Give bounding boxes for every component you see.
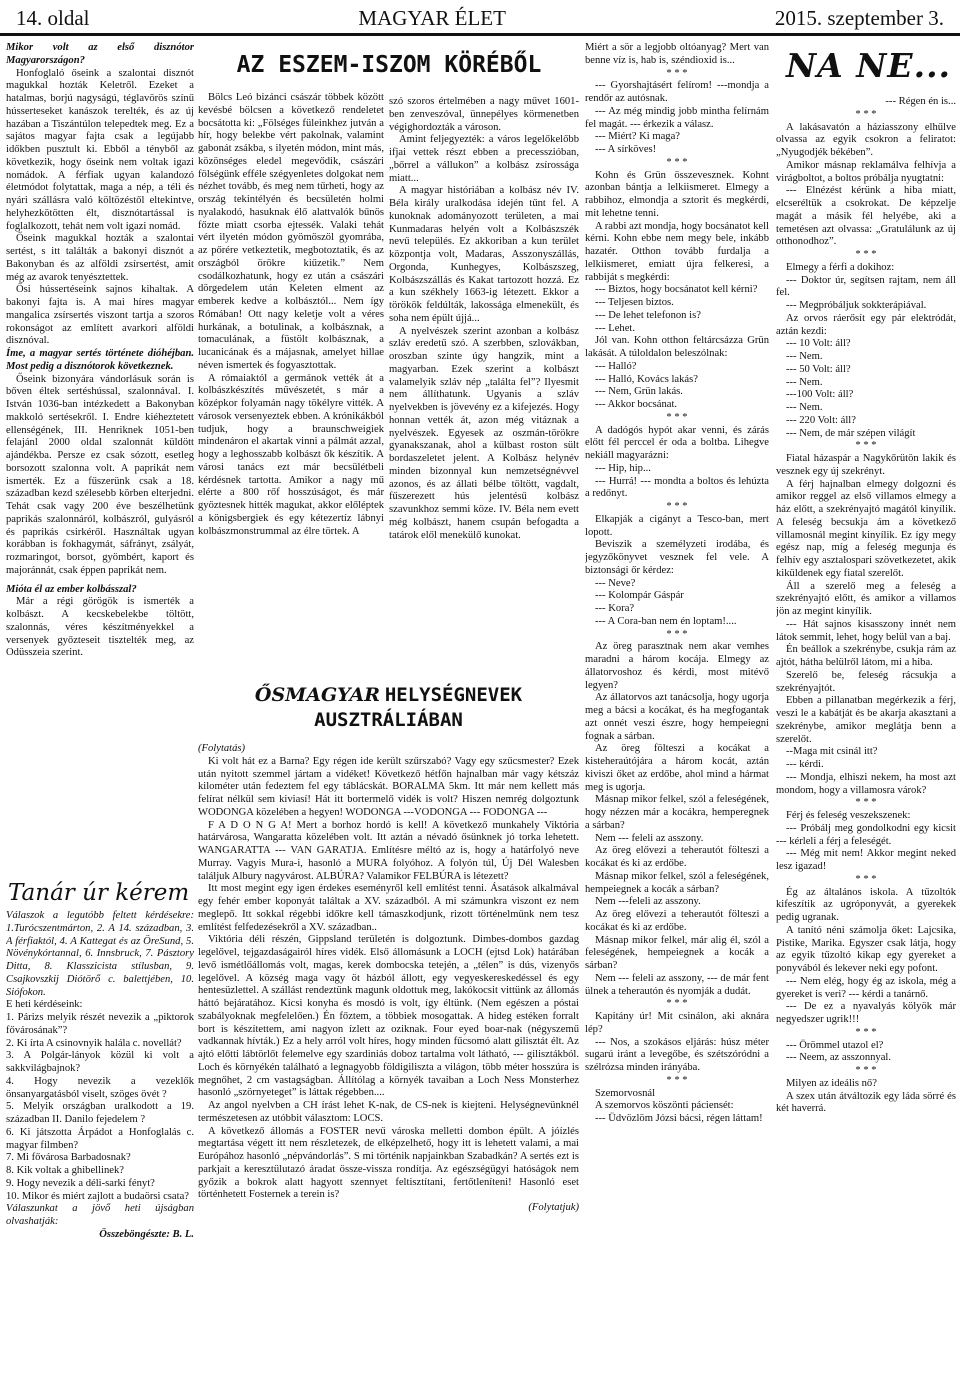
nane-title: NA NE...	[786, 46, 952, 85]
joke-line: Az állatorvos azt tanácsolja, hogy ugorja meg a bácsi a kocákat, és ha megfogantak azt onnét veszi észre, hogy hempeiegni fognak a sárban.	[585, 692, 769, 742]
joke-line: Elmegy a férfi a dokihoz:	[786, 261, 895, 273]
joke-line: --- Teljesen biztos.	[595, 297, 674, 308]
joke-line: --- Doktor úr, segítsen rajtam, nem áll fel.	[776, 274, 956, 299]
joke-line: A szex után átváltozik egy láda sörré és két haverrá.	[776, 1090, 956, 1115]
joke-line: --- Még mit nem! Akkor megint neked lesz igazad!	[776, 848, 956, 872]
quiz-question-8: 8. Kik voltak a ghibellinek?	[6, 1165, 124, 1176]
joke-line: --- Akkor bocsánat.	[595, 399, 678, 410]
joke-line: --- Régen én is...	[885, 96, 956, 107]
quiz-question-7: 7. Mi fővárosa Barbadosnak?	[6, 1152, 131, 1164]
paragraph: Az angol nyelvben a CH írást lehet K-nak, de CS-nek is kiejteni. Helységnevünknél természetesen az utóbbit választom: LOCS.	[198, 1100, 579, 1124]
joke-line: --- Nos, a szokásos eljárás: húsz méter sugarú iránt a levegőbe, és szétszóródni a szélrózsa minden irányába.	[585, 1036, 769, 1073]
paragraph: Honfoglaló őseink a szalontai disznót magukkal hozták Keletről. Ezeket a hatalmas, borjú nagyságú, téglavörös színű hússerteseket kanászok terelték, és az új hazában a Tiszántúlon telepedtek meg. Ez a sajátos magyar fajta csak a legújabb időkben pusztult ki. Ebből a tényből az következik, hogy őseink nem voltak igazi nomádok. A férfiak ugyan kalandozó életmódot folytattak, maga a nép, a téli és nyári szállásra való költözéstől eltekintve, helyhezkötötten élt, disznótartással is foglalkozott, tehát nem volt igazi nomád.	[6, 67, 194, 232]
joke-line: Az öreg parasztnak nem akar vemhes maradni a három kocája. Elmegy az állatorvoshoz és kérdi, most mitévő legyen?	[585, 641, 769, 691]
article-eszem-iszom-right	[389, 96, 579, 670]
joke-line: --- Örömmel utazol el?	[786, 1039, 884, 1051]
joke-line: --- Lehet.	[595, 322, 635, 334]
joke-line: Másnap mikor felkel, szól a feleségének, hogy nézzen már a kocákra, hemperegnek a sárban?	[585, 794, 769, 831]
quiz-question-5: 5. Melyik országban uralkodott a 19. században II. Danilo fejedelem ?	[6, 1101, 194, 1125]
joke-line: Férj és feleség veszekszenek:	[786, 810, 911, 821]
joke-line: --- Nem, de már szépen világít	[786, 427, 916, 439]
joke-line: Nem ---feleli az asszony.	[595, 896, 701, 908]
joke-line: Áll a szerelő meg a feleség a szekrényajtó előtt, és amikor a villamos jön az megint kinyílik.	[776, 580, 956, 617]
separator: * * *	[666, 1074, 688, 1086]
joke-line: --- Próbálj meg gondolkodni egy kicsit --- kérleli a férj a feleségét.	[776, 822, 956, 847]
joke-line: --- Az még mindig jobb mintha felírnám fel magát. --- érkezik a válasz.	[585, 105, 769, 130]
quiz-question-2: 2. Ki írta A csinovnyik halála c. novellát?	[6, 1037, 182, 1049]
joke-line: Jól van. Kohn otthon feltárcsázza Grün lakását. A túloldalon beleszólnak:	[585, 335, 769, 359]
joke-line: --- Gyorshajtásért felírom! ---mondja a rendőr az autósnak.	[585, 80, 769, 104]
separator: * * *	[855, 1065, 877, 1076]
joke-line: --- Neve?	[595, 577, 636, 589]
joke-line: Nem --- feleli az asszony.	[595, 832, 704, 844]
paragraph: Bölcs Leó bizánci császár többek között kevésbé bölcsen a következő rendeletet bocsátotta ki: „Fölséges füleinkhez jutván a hír, hogy belekbe vért pakolnak, valamint gabonát zsákba, s ilyetén módon, mint más, közönséges eledel megevődik, császári fölségünk efféle szégyenletes dolgokat nem nézhet tovább, és meg nem tűrheti, hogy az ország tekintélyén és becsületén holmi nyalakodó, hasuknak élő alattvalók bűnös főzte miatt csorba ejtessék. Valaki tehát vért ilyetén módon gyömöszöl gyomrába, az pőrére vetkeztetik, megbotoztatik, és az országból örökre kiűzetik.” Nem csodálkozhatunk, hogy ez után a császári dörgedelem után Keleten elment az emberek kedve a kolbásztól... Nem így Rómában! Ott nagy keletje volt a véres hurkának, a botulinak, a kolbásznak, a tomaculának, a füstölt kolbásznak, a lucanicának és a májasnak, amelyet hillae néven ismertek és fogyasztottak.	[198, 92, 384, 371]
joke-line: Milyen az ideális nő?	[786, 1077, 877, 1089]
masthead	[16, 2, 944, 34]
separator: * * *	[666, 628, 688, 640]
separator: * * *	[666, 67, 688, 79]
joke-line: --- Biztos, hogy bocsánatot kell kérni?	[595, 284, 758, 296]
joke-line: --- Mondja, elhiszi nekem, ha most azt mondom, hogy a villamosra várok?	[776, 771, 956, 796]
paragraph: A nyelvészek szerint azonban a kolbász szláv eredetű szó. A szerbben, szlovákban, oroszban szinte úgy hangzik, mint a magyarban. Ezek szerint a kolbászt valamelyik szláv nép „találta fel”? Ilyesmit nem állíthatunk. Ugyanis a szláv nyelvekben is jövevény ez a kifejezés. Hogy honnan vették át, azon még vitáznak a nyelvészek. Egyesek az oszmán-törökre gyanakszanak, ahol a kűlbast roston sült bordaszeletet jelent. A Kolbász helynév minden bizonnyal kun nemzetségnévvel azonos, és az állati bélbe töltött, vagdalt, fűszerezett hús jelentésű kolbász szavunkhoz semmi köze. IV. Béla nem evett még kolbászt, hanem csupán befogadta a tatárok elől menekülő kunokat.	[389, 325, 579, 541]
quiz-signature: Összeböngészte: B. L.	[99, 1228, 194, 1240]
joke-line: --- Üdvözlöm Józsi bácsi, régen láttam!	[595, 1113, 763, 1124]
paragraph: A magyar históriában a kolbász név IV. Béla király uralkodása idején tűnt fel. A kunoknak adományozott területen, a mai Kunmadaras helyén volt a Kolbászszék nevű település. Ez akkoriban a kun terület központja volt, Madaras, Asszonyszállás, Orgonda, Kunhegyes, Kolbászszeg, Kolbászszállás és Kakat tartozott hozzá. Ez a kun székhely 1663-ig létezett. Ekkor a törökök feldúlták, lakossága elmenekült, és soha nem épült újjá...	[389, 185, 579, 324]
column-quiz	[6, 910, 194, 1366]
joke-line: --- Nem.	[786, 402, 823, 413]
joke-line: --- kérdi.	[786, 759, 824, 770]
paragraph: Ki volt hát ez a Barna? Egy régen ide került szűrszabó? Vagy egy szűcsmester? Ezek után nyitott szemmel jártam a vidéket! Következő hétfőn hajnalban már vagy kétszáz kilométer után fedeztem fel egy táblácskát. BORALMA 5km. Itt már nem kellett más felírat nélkül sem kiviasí! Hát itt bortermelő vidék is volt? Hiszen nemrég dolgoztunk WODONGA közelében a hegyen! WODONGA ---VODONGA --- FODONGA ---	[198, 755, 579, 818]
joke-line: --- Neem, az asszonnyal.	[786, 1052, 892, 1064]
separator: * * *	[855, 1026, 877, 1038]
separator: * * *	[855, 873, 877, 885]
joke-line: Nem --- feleli az asszony, --- de már fent ülnek a teherautón és nyomják a dudát.	[585, 972, 769, 997]
page-number: 14. oldal	[16, 5, 90, 30]
quiz-question-1: 1. Párizs melyik részét nevezik a „piktorok fővárosának”?	[6, 1012, 194, 1036]
joke-line: --- A Cora-ban nem én loptam!....	[595, 615, 737, 627]
joke-line: Kohn és Grün összevesznek. Kohnt azonban bántja a lelkiismeret. Elmegy a rabbihoz, elmondja a sztorit és megkérdi, mit lehetne tenni.	[585, 169, 769, 219]
column-nane	[776, 96, 956, 1374]
joke-line: Elkapják a cigányt a Tesco-ban, mert lopott.	[585, 513, 769, 538]
article-helysegnevek-title	[198, 683, 579, 733]
joke-line: --- Nem.	[786, 376, 823, 388]
joke-line: Az orvos ráerősít egy pár elektródát, aztán kezdi:	[776, 312, 956, 337]
joke-line: --- De lehet telefonon is?	[595, 309, 701, 321]
paragraph: szó szoros értelmében a nagy művet 1601-ben zenveszóval, ünnepélyes körmenetben végighordozták a városon.	[389, 96, 579, 133]
joke-line: --- 50 Volt: áll?	[786, 363, 851, 375]
issue-date: 2015. szeptember 3.	[774, 5, 944, 30]
paragraph: F A D O N G A! Mert a borhoz hordó is kell! A következő munkahely Viktória határvárosa, Wangaratta közelében volt. Itt aztán a névadó ősünknek jó torka lehetett. WANGARATTA --- VAN GARATJA. Említésre méltó az is, hogy a határfolyó neve Murray. Vagyis Mura-i, hasonló a MURA folyóhoz. A folyón túl, Új Dél Walesben találjuk Albury nagyvárost. ALBÚRA? Valamikor FELBÚRA is létezett?	[198, 819, 579, 882]
joke-line: --- Kora?	[595, 603, 635, 614]
paragraph: Amint feljegyezték: a város legelőkelőbb ifjai vettek részt ebben a precesszióban, „bőrrel a vállukon” a kolbász zsírossága miatt...	[389, 134, 579, 184]
joke-line: --- De ez a nyavalyás kölyök már negyedszer ugrik!!!	[776, 1001, 956, 1025]
article-eszem-iszom-left	[198, 92, 384, 670]
question-heading: Mióta él az ember kolbásszal?	[6, 583, 137, 595]
article-helysegnevek-body	[198, 743, 579, 1363]
joke-line: --- A sírköves!	[595, 144, 657, 155]
joke-line: Az öreg elővezi a teherautót fölteszi a kocákat és ki az erdőbe.	[585, 909, 769, 933]
column-jokes	[585, 42, 769, 1372]
joke-line: Én beállok a szekrénybe, csukja rám az ajtót, hátha belülről látom, mi a hiba.	[776, 644, 956, 668]
paper-name: MAGYAR ÉLET	[358, 5, 506, 30]
joke-line: Másnap mikor felkel, már alig él, szól a feleségének, hempeiegnek a kocák a sárban?	[585, 934, 769, 971]
continuation-note: (Folytatás)	[198, 743, 246, 754]
joke-line: --Maga mit csinál itt?	[786, 746, 878, 758]
joke-line: --- Halló?	[595, 360, 637, 372]
separator: * * *	[855, 440, 877, 452]
joke-line: Szemorvosnál	[595, 1087, 656, 1099]
joke-line: Az öreg fölteszi a kocákat a kisteheraútójára a három kocát, aztán kiviszi őket az erdőbe, ahol mind a hármat meg is ugorja.	[585, 743, 769, 793]
paragraph: A rómaiaktól a germánok vették át a kolbászkészítés művészetét, s már a középkor folyamán nagy tökélyre vitték. A városok versenyeztek ebben. A krónikákból tudjuk, hogy a braunschweigiek mindenáron el akartak vinni a pálmát azzal, hogy a leghosszabb kolbászt ők készítik. A városi tanács ezt már becsülétbeli kérdésnek tartotta. Amikor a nagy mű elérte a 800 rőf hosszúságot, és már gyöztesnek hitték magukat, akkor előléptek a königsbergiek és egy kétezertíz lábnyi kolbászmonstrummal az élre törtek. A	[198, 372, 384, 537]
joke-line: --- Hip, hip...	[595, 462, 651, 474]
joke-line: --- Halló, Kovács lakás?	[595, 373, 698, 385]
quiz-answers: Válaszok a legutóbb feltett kérdésekre: 1.Turócszentmárton, 2. A 14. században, 3. A férfiaktól, 4. A Kattegat és az ÖreSund, 5. Növénykórtannal, 6. Innsbruck, 7. Pásztory Ditta, 8. Klasszicista stílusban, 9. Csajkovszkij Diótörő c. balettjében, 10. Siófokon.	[6, 910, 194, 998]
article-eszem-iszom-title: AZ ESZEM-ISZOM KÖRÉBŐL	[236, 52, 542, 78]
joke-line: Az öreg elővezi a teherautót fölteszi a kocákat és ki az erdőbe.	[585, 845, 769, 869]
joke-line: --- Nem.	[786, 351, 823, 362]
joke-line: A rabbi azt mondja, hogy bocsánatot kell kérni. Kohn ebbe nem megy bele, inkább hazatér. Otthon tovább furdalja a lelkiismeret, emiatt újra felkeresi, a rabbiját s megkérdi:	[585, 220, 769, 283]
joke-line: --- Nem, Grün lakás.	[595, 386, 683, 398]
joke-line: Amikor másnap reklamálva felhívja a virágboltot, a boltos próbálja nyugtatni:	[776, 159, 956, 184]
quiz-closing: Válaszunkat a jövő heti újságban olvashatják:	[6, 1203, 194, 1227]
joke-line: Miért a sör a legjobb oltóanyag? Mert van benne víz is, hab is, széndioxid is...	[585, 42, 769, 66]
joke-line: --- 220 Volt: áll?	[786, 414, 856, 426]
joke-line: A lakásavatón a háziasszony elhűlve olvassa az egyik csokron a feliratot: „Nyugodjék békében”.	[776, 121, 956, 158]
paragraph: Viktória déli részén, Gippsland területén is dolgoztunk. Dimbes-dombos gazdag legelővel, tejgazdaságairól híres vidék. Első állomásunk a LOCH (ejtsd Lok) határában levő ismétlőállomás volt, magas, kerek dombocska tetején, a „télen” is dús, vizenyős legelővel. A község maga vagy öt házból állott, egy vegyeskereskedéssel és egy hentesüzlettel. A szállást rendeztünk magunk oldottuk meg, lakókocsit vittünk az állomás háttó bejáratához. Kicsi konyha és mosdó is volt, így éltünk. (Nem egészen a póstai szabályoknak megfelelően.) Én főztem, a többiek mosogattak. A hideg estéken forralt bort is készítettem, ami nagyon ízlett az oziknak. Four eyed boar-nak (négyszemű vadkannak hívták.) Ez a hely arról volt híres, hogy minden fűcsomó alatt gilisztát élt. Az ajtó előtti lábtörlőt felemelve egy szardiniás doboz tartalma volt látható, --- gilisztákból. Loch és környékén található a legnagyobb földigiliszta a világon, több méter hosszúra is megnőhet, 2 cm vastagságban. Állítólag a környék tavaiban a Loch Ness Monsterhez hasonló „szörnyeteget” is láttak régebben....	[198, 934, 579, 1099]
quiz-question-10: 10. Mikor és miért zajlott a budaörsi csata?	[6, 1190, 189, 1202]
separator: * * *	[855, 797, 877, 809]
paragraph: Őseink magukkal hozták a szalontai sertést, s itt találták a bakonyi disznót a Bakonyban és az alföldi zsírsertést, amit még az avarok tenyésztettek.	[6, 233, 194, 283]
quiz-question-9: 9. Hogy nevezik a déli-sarki fényt?	[6, 1177, 155, 1189]
joke-line: A férj hajnalban elmegy dolgozni és amikor reggel az első villamos elmegy a ház előtt, a szekrényajtó magától kinyílik. A feleség becsukja ám a következő villamosnál megint kinyílik. Ez így megy egész nap, míg a feleség megunja és felhív egy asztalospari szövetkezetet, akik kiküldenek egy fiatal szerelőt.	[776, 478, 956, 579]
separator: * * *	[666, 411, 688, 423]
quiz-question-6: 6. Ki játszotta Árpádot a Honfoglalás c. magyar filmben?	[6, 1126, 194, 1151]
paragraph: Ősi hússertéseink sajnos kihaltak. A bakonyi fajta is. A mai híres magyar mangalica zsírsertés viszont tartja a szoros rokonságot az említett avarkori alföldi disznóval.	[6, 284, 194, 347]
joke-line: A tanító néni számolja őket: Lajcsika, Pistike, Marika. Egyszer csak látja, hogy az egyik tűzoltó kikap egy gyereket a ponyvából és lekever neki egy pofont.	[776, 924, 956, 974]
joke-line: Kapitány úr! Mit csinálon, aki aknára lép?	[585, 1011, 769, 1035]
joke-line: Fiatal házaspár a Nagykőrütön lakik és vesznek egy új szekrényt.	[776, 453, 956, 477]
joke-line: --- Hurrá! --- mondta a boltos és lehúzta a redőnyt.	[585, 475, 769, 500]
joke-line: A szemorvos köszönti páciensét:	[595, 1100, 734, 1112]
to-be-continued: (Folytatjuk)	[528, 1202, 579, 1213]
joke-line: --- Kolompár Gáspár	[595, 590, 684, 602]
title-rest-part: HELYSÉGNEVEK AUSZTRÁLIÁBAN	[314, 684, 523, 731]
joke-line: Ég az általános iskola. A tűzoltók kifeszítik az ugróponyvát, a gyerekek pedig ugranak.	[776, 886, 956, 923]
paragraph: A következő állomás a FOSTER nevű városka melletti dombon épült. A jóízlés megtartása végett itt nem részletezek, de elképzelhető, hogy itt is lehetett valami, a mai Európához hasonló „népvándorlás”. S mi történik napjainkban Szabadkán? A sertés ezt is parkjait a keresztülutazó áradat össze-vissza rondítja. Az egészségügyi hatóságok nem győzik a bokrok alatt hagyott szennyet feltisztítani, fertőtleníteni! Hasonló eset történhetett Fosternek a terein is?	[198, 1125, 579, 1201]
joke-line: Beviszik a személyzeti irodába, és jegyzőkönyvet vesznek fel vele. A biztonsági őr kérdez:	[585, 539, 769, 576]
joke-line: Szerelő be, feleség rácsukja a szekrényajtót.	[776, 669, 956, 694]
quiz-question-4: 4. Hogy nevezik a vezeklők önsanyargatásból viselt, szöges övét ?	[6, 1075, 194, 1100]
separator: * * *	[666, 501, 688, 512]
separator: * * *	[855, 249, 877, 260]
title-script-part: ŐSMAGYAR	[254, 684, 381, 706]
joke-line: Ebben a pillanatban megérkezik a férj, veszi le a kabátját és be akarja akasztani a szekrénybe, amikor meglátja benn a szerelőt.	[776, 695, 956, 745]
joke-line: --- Nem elég, hogy ég az iskola, még a gyereket is veri? --- kérdi a tanárnő.	[776, 975, 956, 1000]
paragraph: Itt most megint egy igen érdekes eseményről kell említést tenni. Ásatások alkalmával egy fehér ember koponyát találtak a XV. századból. A mi számunkra viszont ez nem meglepő. Itt sokkal régebbi időkre kell támaszkodjunk, rizott történelmünk nem tesz említést felfedezésekről a XV. században..	[198, 883, 579, 933]
separator: * * *	[855, 108, 877, 120]
quiz-intro: E heti kérdéseink:	[6, 999, 83, 1011]
separator: * * *	[666, 998, 688, 1010]
joke-line: --- 10 Volt: áll?	[786, 338, 851, 350]
column-pig-history	[6, 42, 194, 872]
masthead-rule	[0, 33, 960, 36]
joke-line: ---100 Volt: áll?	[786, 389, 854, 401]
paragraph: Őseink bizonyára vándorlásuk során is bőven éltek sertéshússal, szalonnával. I. István 1036-ban intézkedett a Bakonyban makkoló sertésekről. I. Endre kiéheztetett ellenségének, III. Henriknek 1051-ben felajánl 2000 oldal szalonnát küldött ajándékba. Persze ez csak sózott, esetleg borsozott szalonna volt. A paprikát nem ismerték. Ez a fűszerünk csak a 18. században kezd szélesebb körben elterjedni. Tehát csak vagy 200 éve beszélhetünk paprikás szalonnáról, kolbászról, gulyásról és paprikás csirkéről. Használtak ugyan korábban is fokhagymát, sáfrányt, zsályát, rozmaringot, borsot, gyömbért, kaport és majoránnát, csak éppen paprikát nem.	[6, 373, 194, 576]
quiz-question-3: 3. A Polgár-lányok közül ki volt a sakkvilágbajnok?	[6, 1050, 194, 1074]
joke-line: --- Elnézést kérünk a hiba miatt, elcseréltük a csokrokat. De képzelje magát a másik fél helyébe, aki a temetésen azt olvassa: „Gratulálunk az új otthonodhoz”.	[776, 185, 956, 248]
question-heading: Mikor volt az első disznótor Magyarországon?	[6, 42, 194, 66]
joke-line: --- Megpróbáljuk sokkterápiával.	[786, 300, 927, 311]
question-heading: Íme, a magyar sertés története dióhéjban. Most pedig a disznótorok következnek.	[6, 348, 194, 372]
quiz-title: Tanár úr kérem	[8, 880, 190, 906]
separator: * * *	[666, 156, 688, 168]
joke-line: A dadógós hypót akar venni, és zárás előtt fél perccel ér oda a boltba. Lihegve nekiáll magyarázni:	[585, 424, 769, 461]
joke-line: --- Miért? Ki maga?	[595, 131, 681, 143]
paragraph: Már a régi görögök is ismerték a kolbászt. A kecskebelekbe töltött, szalonnás, véres készítményekkel a versenyek győzteseit tisztelték meg, az Odüsszeia szerint.	[6, 596, 194, 659]
joke-line: Másnap mikor felkel, szól a feleségének, hempeiegnek a kocák a sárban?	[585, 870, 769, 895]
joke-line: --- Hát sajnos kisasszony innét nem látok semmit, lehet, hogy belül van a baj.	[776, 618, 956, 643]
